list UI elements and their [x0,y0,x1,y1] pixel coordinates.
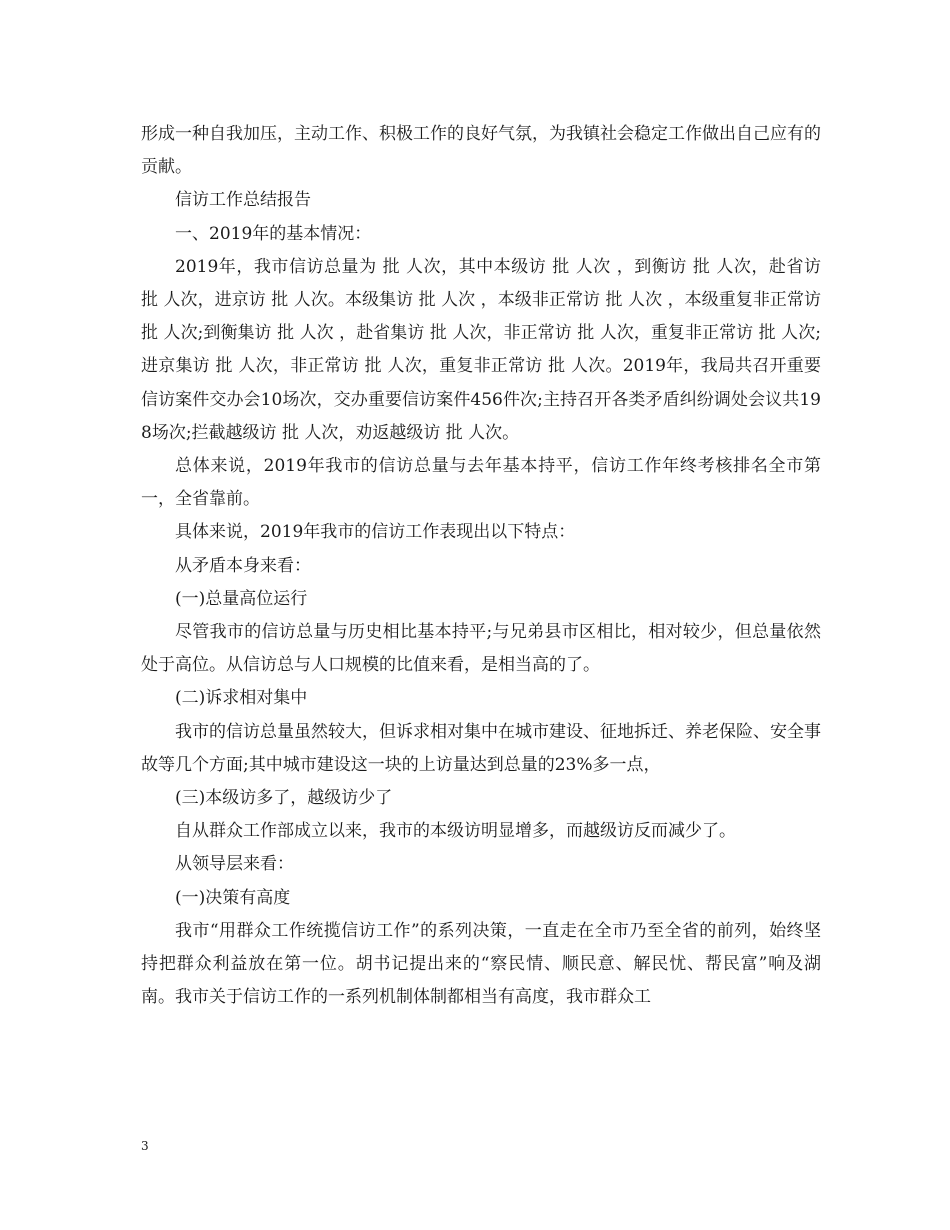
subheading-contradiction: 从矛盾本身来看： [175,555,311,576]
paragraph-item-1: 尽管我市的信访总量与历史相比基本持平;与兄弟县市区相比，相对较少，但总量依然处于高位。从信访总与人口规模的比值来看，是相当高的了。 [141,622,821,676]
paragraph-item-2: 我市的信访总量虽然较大，但诉求相对集中在城市建设、征地拆迁、养老保险、安全事故等几个方面;其中城市建设这一块的上访量达到总量的23%多一点， [141,721,821,775]
page-number: 3 [141,1139,149,1153]
subheading-item-3: (三)本级访多了，越级访少了 [175,788,393,809]
paragraph-statistics: 2019年，我市信访总量为 批 人次，其中本级访 批 人次 ，到衡访 批 人次，赴省访 批 人次，进京访 批 人次。本级集访 批 人次 ，本级非正常访 批 人次 ，本级重复非正常访 批 人次;到衡集访 批 人次 ，赴省集访 批 人次，非正常访 批 人次，重复非正常访 批 人次;进京集访 批 人次，非正常访 批 人次，重复非正常访 批 人次。2019年，我局共召开重要信访案件交办会10场次，交办重要信访案件456件次;主持召开各类矛盾纠纷调处会议共198场次;拦截越级访 批 人次，劝返越级访 批 人次。 [141,256,821,443]
document-body [141,118,821,1014]
paragraph-overall: 总体来说，2019年我市的信访总量与去年基本持平，信访工作年终考核排名全市第一，全省靠前。 [141,456,821,510]
report-title: 信访工作总结报告 [175,190,311,211]
paragraph-leadership-item-1: 我市“用群众工作统揽信访工作”的系列决策，一直走在全市乃至全省的前列，始终坚持把群众利益放在第一位。胡书记提出来的“察民情、顺民意、解民忧、帮民富”响及湖南。我市关于信访工作的一系列机制体制都相当有高度，我市群众工 [141,920,821,1008]
section-heading-basic-situation: 一、2019年的基本情况： [175,223,372,244]
subheading-item-2: (二)诉求相对集中 [175,688,308,709]
subheading-leadership: 从领导层来看： [175,854,294,875]
subheading-item-1: (一)总量高位运行 [175,588,308,609]
paragraph-item-3: 自从群众工作部成立以来，我市的本级访明显增多，而越级访反而减少了。 [175,821,736,842]
paragraph-1: 形成一种自我加压，主动工作、积极工作的良好气氛，为我镇社会稳定工作做出自己应有的贡献。 [141,124,821,178]
paragraph-specific: 具体来说，2019年我市的信访工作表现出以下特点： [175,522,576,543]
subheading-leadership-item-1: (一)决策有高度 [175,887,291,908]
